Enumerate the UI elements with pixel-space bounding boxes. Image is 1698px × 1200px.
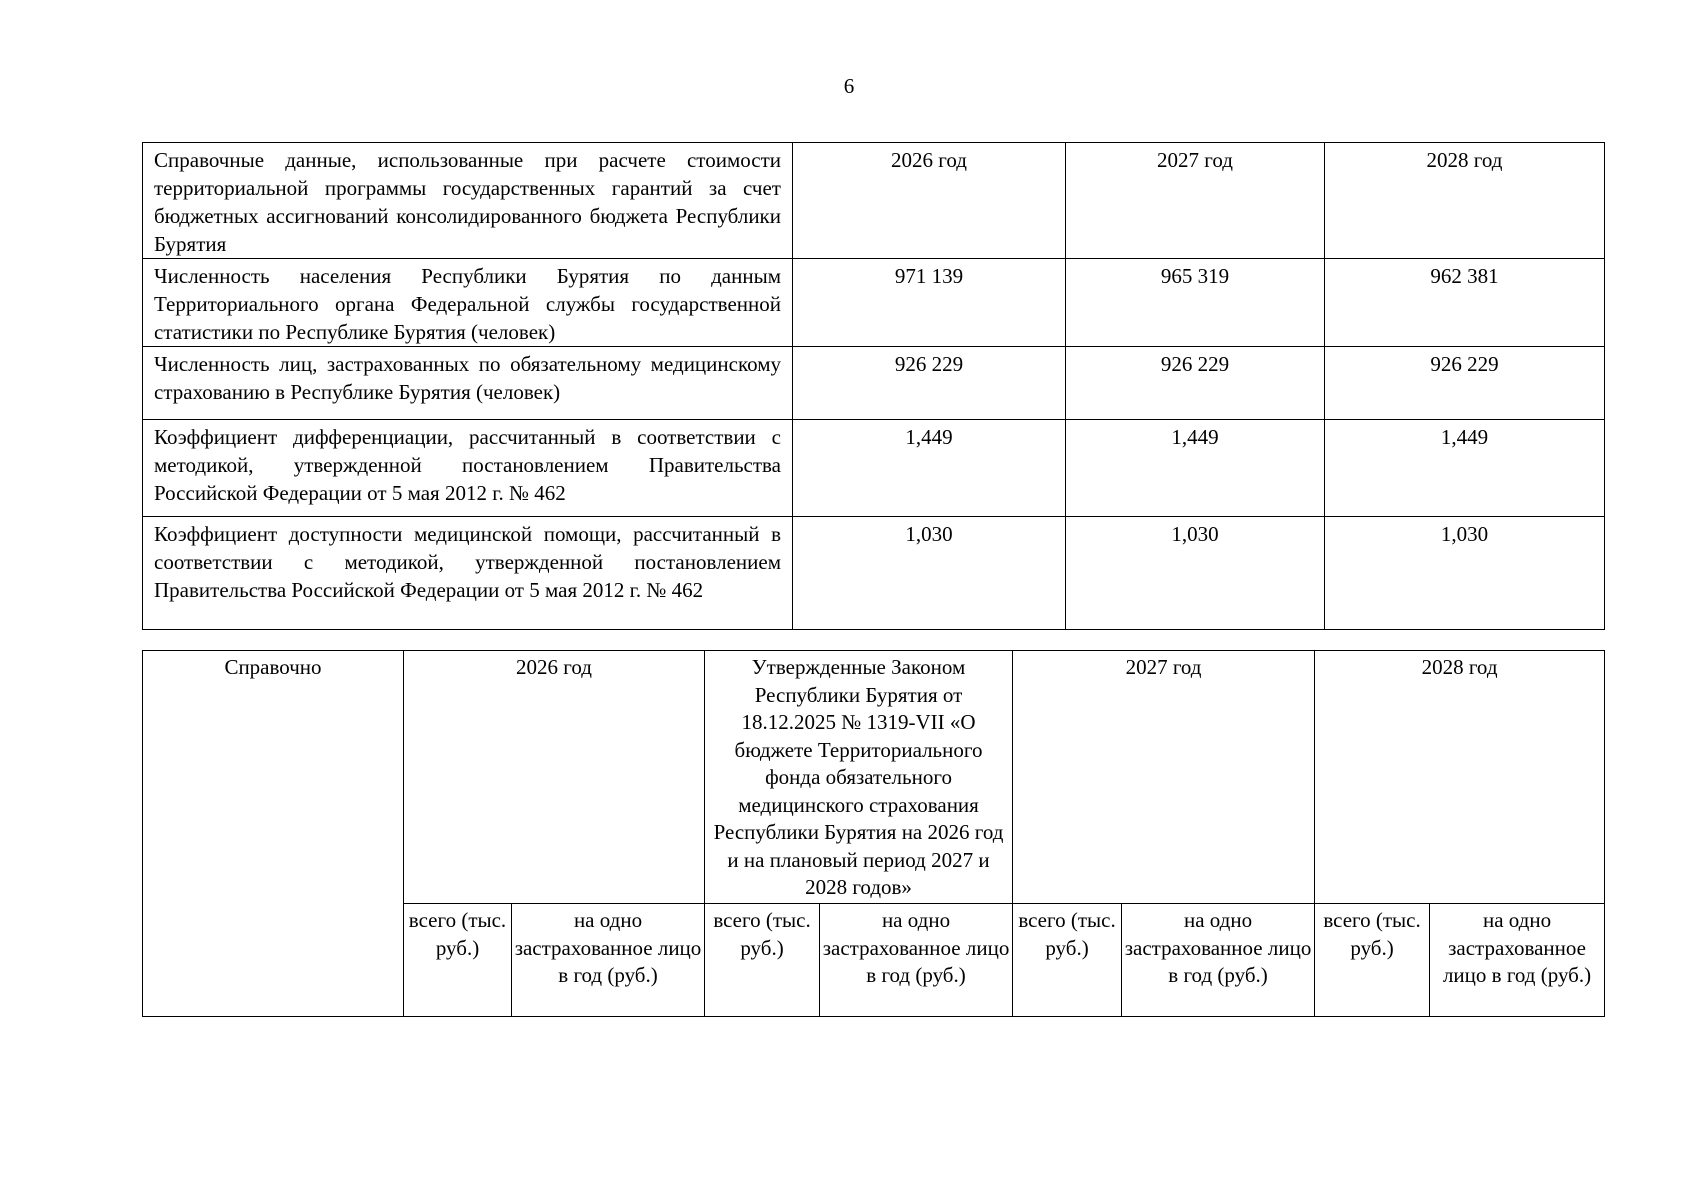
reference-budget-table bbox=[142, 650, 1605, 1017]
row-value: 1,449 bbox=[1325, 420, 1605, 517]
table-row bbox=[143, 517, 1605, 630]
row-value: 965 319 bbox=[1066, 259, 1325, 347]
row-value: 926 229 bbox=[1066, 347, 1325, 420]
page-number: 6 bbox=[843, 74, 855, 98]
row-value: 1,449 bbox=[1066, 420, 1325, 517]
subheader-total: всего (тыс. руб.) bbox=[404, 904, 512, 1017]
subheader-per-insured: на одно застрахованное лицо в год (руб.) bbox=[1430, 904, 1605, 1017]
row-value: 1,030 bbox=[1325, 517, 1605, 630]
reference-label-cell: Справочно bbox=[143, 651, 404, 1017]
year-header-2026: 2026 год bbox=[793, 143, 1066, 259]
table-row bbox=[143, 420, 1605, 517]
row-label: Коэффициент дифференциации, рассчитанный в соответствии с методикой, утвержденной постановлением Правительства Российской Федерации от 5 мая 2012 г. № 462 bbox=[143, 420, 793, 517]
group-header-2027: 2027 год bbox=[1013, 651, 1315, 904]
row-label: Коэффициент доступности медицинской помощи, рассчитанный в соответствии с методикой, утвержденной постановлением Правительства Российской Федерации от 5 мая 2012 г. № 462 bbox=[143, 517, 793, 630]
row-value: 1,449 bbox=[793, 420, 1066, 517]
header-label-cell: Справочные данные, использованные при расчете стоимости территориальной программы государственных гарантий за счет бюджетных ассигнований консолидированного бюджета Республики Бурятия bbox=[143, 143, 793, 259]
group-header-approved-law: Утвержденные Законом Республики Бурятия от 18.12.2025 № 1319-VII «О бюджете Территориального фонда обязательного медицинского страхования Республики Бурятия на 2026 год и на плановый период 2027 и 2028 годов» bbox=[705, 651, 1013, 904]
subheader-total: всего (тыс. руб.) bbox=[705, 904, 820, 1017]
subheader-total: всего (тыс. руб.) bbox=[1013, 904, 1122, 1017]
row-value: 1,030 bbox=[793, 517, 1066, 630]
row-value: 1,030 bbox=[1066, 517, 1325, 630]
row-label: Численность населения Республики Бурятия по данным Территориального органа Федеральной службы государственной статистики по Республике Бурятия (человек) bbox=[143, 259, 793, 347]
row-value: 971 139 bbox=[793, 259, 1066, 347]
group-header-2028: 2028 год bbox=[1315, 651, 1605, 904]
subheader-total: всего (тыс. руб.) bbox=[1315, 904, 1430, 1017]
row-value: 962 381 bbox=[1325, 259, 1605, 347]
table-header-row bbox=[143, 143, 1605, 259]
row-label: Численность лиц, застрахованных по обязательному медицинскому страхованию в Республике Бурятия (человек) bbox=[143, 347, 793, 420]
subheader-per-insured: на одно застрахованное лицо в год (руб.) bbox=[512, 904, 705, 1017]
reference-data-table bbox=[142, 142, 1605, 630]
group-header-2026: 2026 год bbox=[404, 651, 705, 904]
subheader-per-insured: на одно застрахованное лицо в год (руб.) bbox=[820, 904, 1013, 1017]
group-header-row bbox=[143, 651, 1605, 904]
table-row bbox=[143, 347, 1605, 420]
row-value: 926 229 bbox=[1325, 347, 1605, 420]
subheader-per-insured: на одно застрахованное лицо в год (руб.) bbox=[1122, 904, 1315, 1017]
row-value: 926 229 bbox=[793, 347, 1066, 420]
table-row bbox=[143, 259, 1605, 347]
year-header-2027: 2027 год bbox=[1066, 143, 1325, 259]
year-header-2028: 2028 год bbox=[1325, 143, 1605, 259]
